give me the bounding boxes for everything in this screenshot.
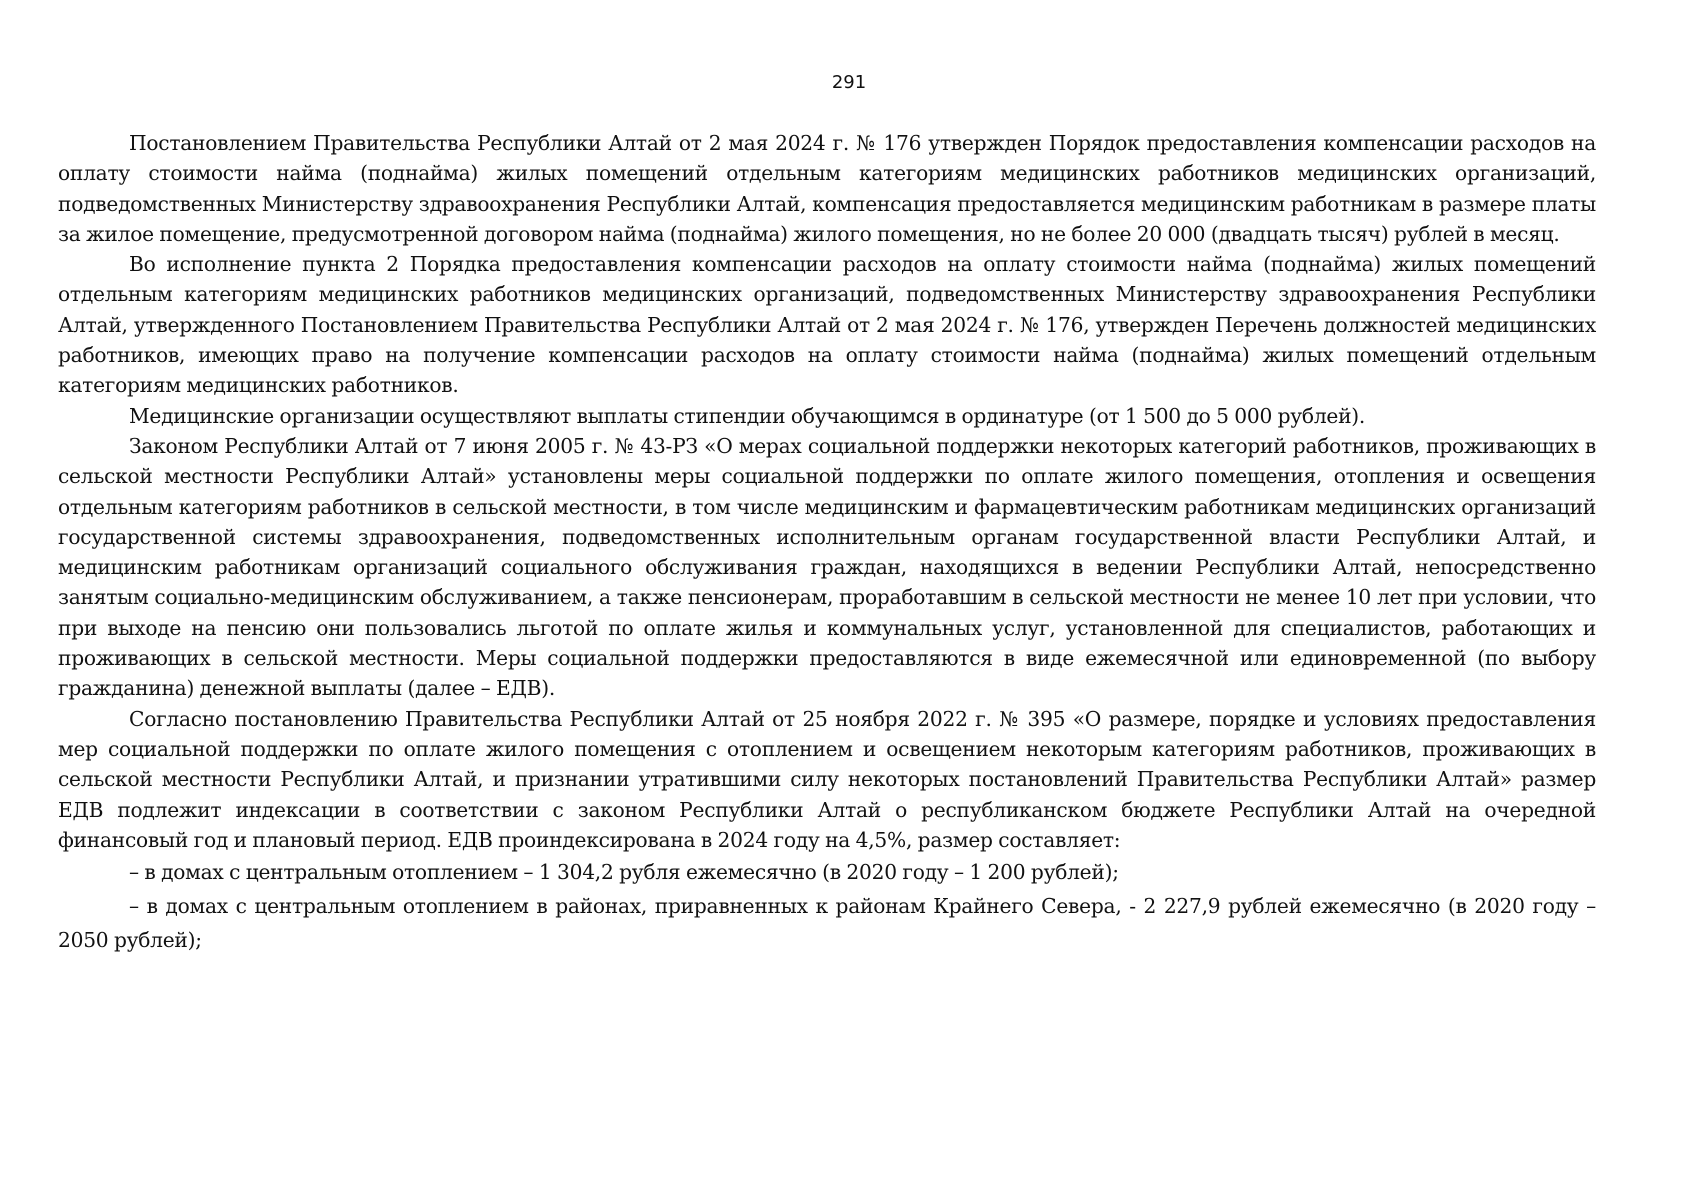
paragraph-rural-support-law: Законом Республики Алтай от 7 июня 2005 г. № 43-РЗ «О мерах социальной поддержки некоторых категорий работников, проживающих в сельской местности Республики Алтай» установлены меры социальной поддержки по оплате жилого помещения, отопления и освещения отдельным категориям работников в сельской местности, в том числе медицинским и фармацевтическим работникам медицинских организаций государственной системы здравоохранения, подведомственных исполнительным органам государственной власти Республики Алтай, и медицинским работникам организаций социального обслуживания граждан, находящихся в ведении Республики Алтай, непосредственно занятым социально-медицинским обслуживанием, а также пенсионерам, проработавшим в сельской местности не менее 10 лет при условии, что при выходе на пенсию они пользовались льготой по оплате жилья и коммунальных услуг, установленной для специалистов, работающих и проживающих в сельской местности. Меры социальной поддержки предоставляются в виде ежемесячной или единовременной (по выбору гражданина) денежной выплаты (далее – ЕДВ). xyxy=(58,433,1596,701)
paragraph-rental-compensation: Постановлением Правительства Республики Алтай от 2 мая 2024 г. № 176 утвержден Порядок предоставления компенсации расходов на оплату стоимости найма (поднайма) жилых помещений отдельным категориям медицинских работников медицинских организаций, подведомственных Министерству здравоохранения Республики Алтай, компенсация предоставляется медицинским работникам в размере платы за жилое помещение, предусмотренной договором найма (поднайма) жилого помещения, но не более 20 000 (двадцать тысяч) рублей в месяц. xyxy=(58,131,1596,246)
paragraph-edv-indexation: Согласно постановлению Правительства Республики Алтай от 25 ноября 2022 г. № 395 «О размере, порядке и условиях предоставления мер социальной поддержки по оплате жилого помещения с отоплением и освещением некоторым категориям работников, проживающих в сельской местности Республики Алтай, и признании утратившими силу некоторых постановлений Правительства Республики Алтай» размер ЕДВ подлежит индексации в соответствии с законом Республики Алтай о республиканском бюджете Республики Алтай на очередной финансовый год и плановый период. ЕДВ проиндексирована в 2024 году на 4,5%, размер составляет: xyxy=(58,706,1596,852)
list-item-far-north-areas: – в домах с центральным отоплением в районах, приравненных к районам Крайнего Севера, - 2 227,9 рублей ежемесячно (в 2020 году – 2050 рублей); xyxy=(58,894,1596,953)
list-item-central-heating: – в домах с центральным отоплением – 1 304,2 рубля ежемесячно (в 2020 году – 1 200 рублей); xyxy=(129,860,1119,885)
paragraph-residency-stipend: Медицинские организации осуществляют выплаты стипендии обучающимся в ординатуре (от 1 500 до 5 000 рублей). xyxy=(129,403,1366,428)
page-number: 291 xyxy=(831,72,867,93)
document-body xyxy=(58,128,1596,957)
paragraph-positions-list: Во исполнение пункта 2 Порядка предоставления компенсации расходов на оплату стоимости найма (поднайма) жилых помещений отдельным категориям медицинских работников медицинских организаций, подведомственных Министерству здравоохранения Республики Алтай, утвержденного Постановлением Правительства Республики Алтай от 2 мая 2024 г. № 176, утвержден Перечень должностей медицинских работников, имеющих право на получение компенсации расходов на оплату стоимости найма (поднайма) жилых помещений отдельным категориям медицинских работников. xyxy=(58,252,1596,398)
